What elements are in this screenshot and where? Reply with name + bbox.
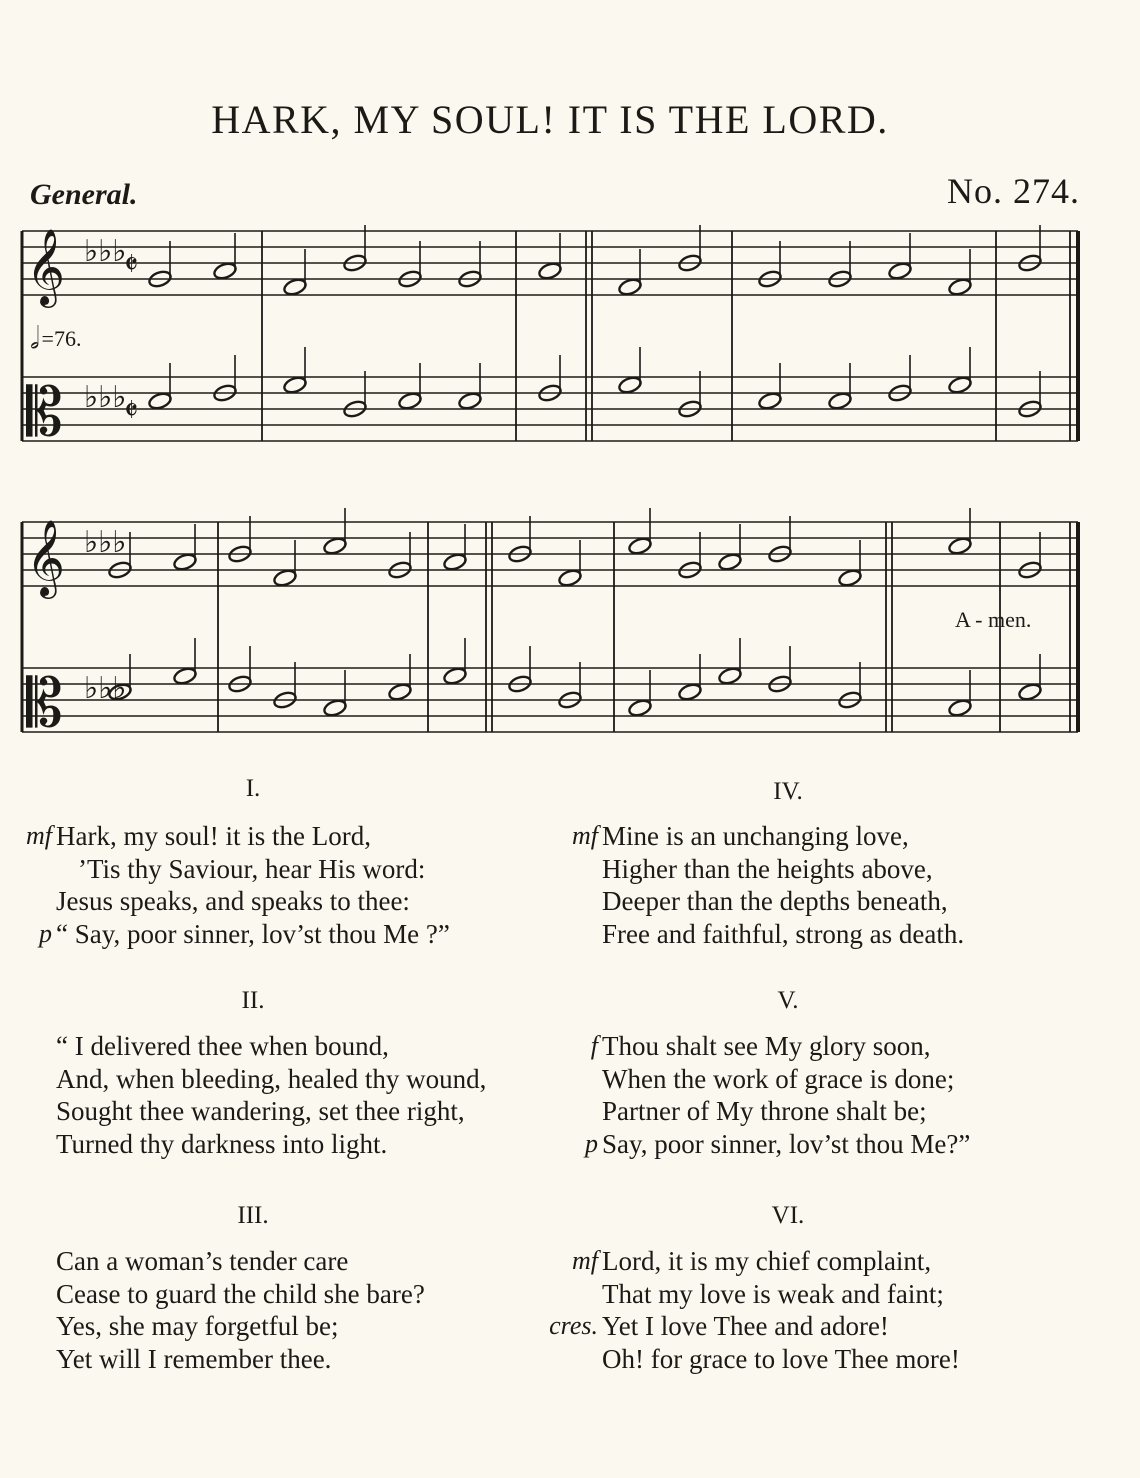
verse-2-numeral: II. — [241, 987, 265, 1014]
verse-line-text: Higher than the heights above, — [602, 853, 933, 884]
verse-line — [602, 1063, 970, 1096]
verse-line-text: “ Say, poor sinner, lov’st thou Me ?” — [56, 918, 450, 949]
dynamic-marking: p — [585, 1128, 598, 1158]
time-signature: 𝄵 — [124, 245, 139, 283]
verse-line-text: Partner of My throne shalt be; — [602, 1096, 927, 1126]
verse-2 — [56, 1030, 486, 1160]
note-head — [717, 552, 742, 572]
treble-clef-icon: 𝄞 — [26, 228, 66, 305]
score-systems — [22, 225, 1078, 742]
verse-line-text: Oh! for grace to love Thee more! — [602, 1343, 960, 1374]
verse-line-text: Deeper than the depths beneath, — [602, 886, 948, 916]
note-head — [212, 261, 237, 281]
verse-line — [56, 1343, 425, 1376]
verse-line-text: Mine is an unchanging love, — [602, 821, 909, 851]
note-head — [947, 375, 972, 395]
note-head — [322, 698, 347, 718]
verse-line-text: “ I delivered thee when bound, — [56, 1031, 389, 1061]
verse-1 — [26, 820, 450, 950]
key-signature-flats: ♭♭♭ — [84, 234, 127, 269]
hymn-title: HARK, MY SOUL! IT IS THE LORD. — [211, 97, 889, 142]
note-head — [827, 391, 852, 411]
verse-line — [585, 1128, 971, 1161]
note-head — [387, 682, 412, 702]
verse-line-text: Lord, it is my chief complaint, — [602, 1246, 932, 1276]
verse-line — [56, 1310, 425, 1343]
note-head — [717, 666, 742, 686]
verse-line — [56, 1245, 425, 1278]
dynamic-marking: mf — [26, 821, 52, 850]
note-head — [537, 261, 562, 281]
verse-line-text: Say, poor sinner, lov’st thou Me?” — [602, 1128, 971, 1159]
note-head — [172, 552, 197, 572]
note-head — [887, 261, 912, 281]
note-head — [557, 568, 582, 588]
dynamic-marking: p — [39, 918, 52, 948]
verse-line — [590, 1030, 970, 1063]
note-head — [442, 552, 467, 572]
dynamic-marking: cres. — [549, 1311, 598, 1340]
verse-4-numeral: IV. — [773, 778, 803, 805]
verse-line — [56, 1063, 486, 1096]
note-head — [457, 391, 482, 411]
verse-line-text: Yet will I remember thee. — [56, 1343, 332, 1374]
half-note-icon: 𝅗𝅥 — [30, 322, 40, 355]
note-head — [617, 277, 642, 297]
verse-line — [572, 820, 964, 853]
note-head — [282, 277, 307, 297]
verse-line — [602, 885, 964, 918]
note-head — [837, 568, 862, 588]
verse-line-text: When the work of grace is done; — [602, 1063, 955, 1094]
verse-line-text: Thou shalt see My glory soon, — [602, 1031, 931, 1061]
note-head — [397, 391, 422, 411]
note-head — [442, 666, 467, 686]
time-signature: 𝄵 — [124, 391, 139, 429]
verse-line-text: Turned thy darkness into light. — [56, 1128, 388, 1159]
verse-line — [602, 853, 964, 886]
key-signature-flats: ♭♭♭ — [84, 525, 127, 560]
amen-lyric: A - men. — [955, 607, 1032, 632]
verse-line — [572, 1245, 960, 1278]
note-head — [947, 536, 972, 556]
note-head — [947, 277, 972, 297]
key-signature-flats: ♭♭♭ — [84, 671, 127, 706]
treble-clef-icon: 𝄞 — [26, 519, 66, 596]
c-clef-icon: 𝄡 — [26, 665, 63, 742]
verse-5-numeral: V. — [777, 987, 799, 1014]
hymn-number: No. 274. — [947, 171, 1080, 211]
note-head — [147, 391, 172, 411]
note-head — [1017, 682, 1042, 702]
note-head — [677, 682, 702, 702]
verse-line-text: Hark, my soul! it is the Lord, — [56, 821, 371, 851]
verse-line-text: Can a woman’s tender care — [56, 1246, 349, 1276]
verse-line-text: Free and faithful, strong as death. — [602, 918, 965, 949]
verse-line — [549, 1310, 960, 1343]
note-head — [627, 698, 652, 718]
verse-line — [602, 1095, 970, 1128]
dynamic-marking: f — [590, 1031, 598, 1060]
verse-line-text: That my love is weak and faint; — [602, 1278, 944, 1309]
dynamic-marking: mf — [572, 1246, 598, 1275]
verse-6 — [549, 1245, 960, 1375]
verse-line — [56, 853, 450, 886]
verse-line-text: ’Tis thy Saviour, hear His word: — [78, 853, 426, 884]
note-head — [282, 375, 307, 395]
key-signature-flats: ♭♭♭ — [84, 380, 127, 415]
note-head — [617, 375, 642, 395]
verse-line — [56, 1030, 486, 1063]
verse-1-numeral: I. — [245, 775, 261, 802]
verse-line — [56, 1095, 486, 1128]
verse-3 — [56, 1245, 425, 1375]
verse-line-text: Cease to guard the child she bare? — [56, 1278, 425, 1309]
note-head — [322, 536, 347, 556]
verse-line — [39, 918, 450, 951]
verse-line — [56, 1278, 425, 1311]
verse-line — [602, 918, 964, 951]
verse-line-text: Jesus speaks, and speaks to thee: — [56, 886, 410, 916]
hymn-category: General. — [30, 178, 138, 211]
dynamic-marking: mf — [572, 821, 598, 850]
note-head — [272, 568, 297, 588]
verse-line — [26, 820, 450, 853]
note-head — [757, 391, 782, 411]
verse-5 — [585, 1030, 971, 1160]
note-head — [627, 536, 652, 556]
verse-4 — [572, 820, 965, 950]
c-clef-icon: 𝄡 — [26, 374, 63, 451]
verse-line-text: Yes, she may forgetful be; — [56, 1311, 339, 1341]
tempo-value: =76. — [41, 326, 82, 351]
verse-line — [56, 885, 450, 918]
verse-3-numeral: III. — [237, 1202, 269, 1229]
verse-line-text: And, when bleeding, healed thy wound, — [56, 1063, 487, 1094]
verse-line — [602, 1343, 960, 1376]
verse-line-text: Yet I love Thee and adore! — [602, 1311, 889, 1341]
verse-line — [56, 1128, 486, 1161]
note-head — [172, 666, 197, 686]
verse-line — [602, 1278, 960, 1311]
verse-6-numeral: VI. — [771, 1202, 805, 1229]
note-head — [947, 698, 972, 718]
verse-line-text: Sought thee wandering, set thee right, — [56, 1096, 465, 1126]
